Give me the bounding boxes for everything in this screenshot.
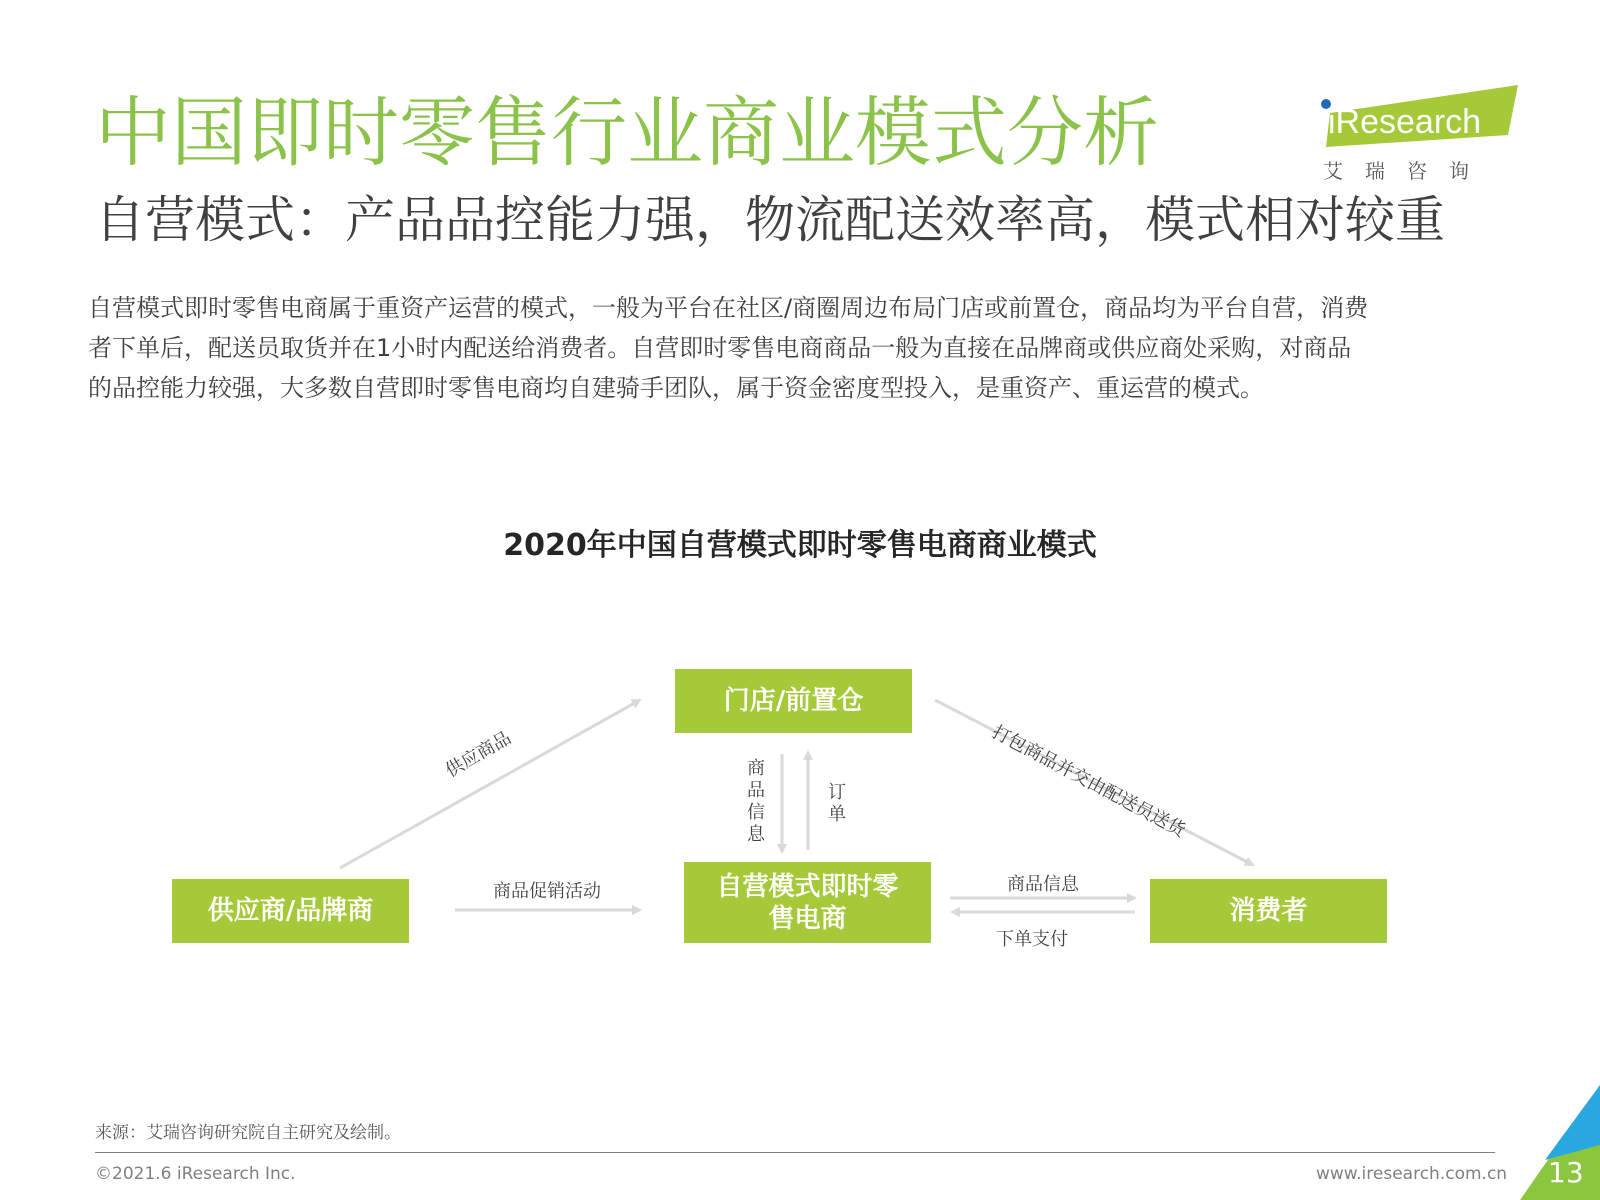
- page-title: 中国即时零售行业商业模式分析: [95, 88, 1159, 177]
- body-line: 自营模式即时零售电商属于重资产运营的模式，一般为平台在社区/商圈周边布局门店或前置仓，商品均为平台自营，消费: [88, 294, 1369, 322]
- label-goods-info-right: 商品信息: [1007, 874, 1079, 895]
- page-subtitle: 自营模式：产品品控能力强，物流配送效率高，模式相对较重: [95, 191, 1445, 249]
- label-supply-goods: 供应商品: [442, 727, 515, 782]
- website-link[interactable]: www.iresearch.com.cn: [1316, 1164, 1508, 1184]
- node-consumer: 消费者: [1150, 879, 1387, 943]
- label-promo: 商品促销活动: [493, 881, 601, 902]
- body-line: 者下单后，配送员取货并在1小时内配送给消费者。自营即时零售电商商品一般为直接在品牌商或供应商处采购，对商品: [88, 334, 1352, 362]
- node-supplier: 供应商/品牌商: [172, 879, 409, 943]
- arrow-supplier-to-store: [340, 700, 640, 868]
- body-line: 的品控能力较强，大多数自营即时零售电商均自建骑手团队，属于资金密度型投入，是重资产、重运营的模式。: [88, 374, 1264, 402]
- node-platform-line1: 自营模式即时零: [716, 871, 899, 902]
- source-note: 来源：艾瑞咨询研究院自主研究及绘制。: [95, 1123, 401, 1143]
- node-platform-line2: 售电商: [768, 903, 847, 934]
- footer-divider: [95, 1152, 1495, 1153]
- label-order-vertical: 订单: [828, 782, 846, 825]
- label-pack-deliver: 打包商品并交由配送员送货: [988, 721, 1189, 842]
- label-order-pay: 下单支付: [996, 929, 1068, 950]
- label-goods-info-vertical: 商品信息: [747, 758, 765, 845]
- logo-chinese: 艾瑞咨询: [1323, 159, 1491, 183]
- node-platform: [684, 862, 931, 943]
- page-number: 13: [1548, 1156, 1584, 1189]
- copyright-text: ©2021.6 iResearch Inc.: [95, 1164, 296, 1184]
- logo-word: iResearch: [1328, 103, 1482, 141]
- node-store: 门店/前置仓: [675, 669, 912, 733]
- diagram-title: 2020年中国自营模式即时零售电商商业模式: [503, 528, 1097, 563]
